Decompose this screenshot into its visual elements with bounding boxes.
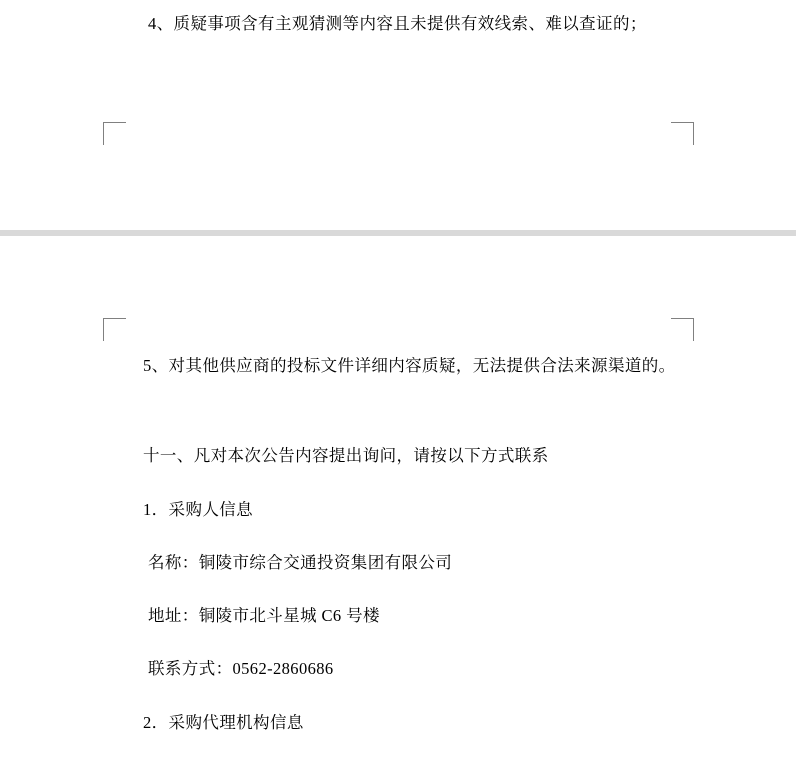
paragraph-buyer-heading: 1．采购人信息 — [143, 500, 254, 519]
paragraph-agency-heading: 2．采购代理机构信息 — [143, 713, 304, 732]
margin-mark-top-left-icon-2 — [103, 318, 126, 341]
margin-mark-top-right-icon — [671, 122, 694, 145]
document-page-upper — [0, 0, 796, 230]
margin-mark-top-left-icon — [103, 122, 126, 145]
margin-mark-top-right-icon-2 — [671, 318, 694, 341]
document-page-lower — [0, 236, 796, 761]
paragraph-buyer-contact: 联系方式：0562-2860686 — [148, 659, 334, 678]
paragraph-item-5: 5、对其他供应商的投标文件详细内容质疑，无法提供合法来源渠道的。 — [143, 356, 676, 375]
paragraph-buyer-name: 名称：铜陵市综合交通投资集团有限公司 — [148, 553, 453, 572]
paragraph-item-4: 4、质疑事项含有主观猜测等内容且未提供有效线索、难以查证的； — [148, 14, 647, 33]
paragraph-section-11: 十一、凡对本次公告内容提出询问，请按以下方式联系 — [143, 446, 549, 465]
paragraph-buyer-address: 地址：铜陵市北斗星城 C6 号楼 — [148, 606, 380, 625]
